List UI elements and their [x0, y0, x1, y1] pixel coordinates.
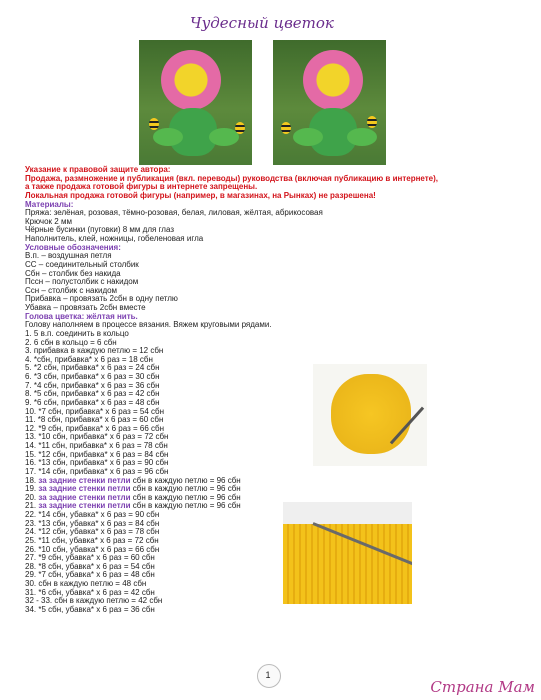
text-line: 11. *8 сбн, прибавка* х 6 раз = 60 сбн [25, 415, 164, 425]
text-line: 20. за задние стенки петли сбн в каждую петлю = 96 сбн [25, 492, 241, 502]
text-line: 22. *14 сбн, убавка* х 6 раз = 90 сбн [25, 510, 160, 519]
text-line: Пссн – полустолбик с накидом [25, 277, 139, 287]
toy-photo-right [273, 40, 386, 165]
text-line: Голову наполняем в процессе вязания. Вяжем круговыми рядами. [25, 320, 272, 330]
text-line: Условные обозначения: [25, 242, 121, 252]
text-line: Продажа, размножение и публикация (вкл. переводы) руководства (включая публикацию в интернете), [25, 173, 439, 183]
text-line: Убавка – провязать 2сбн вместе [25, 303, 146, 312]
text-line: 23. *13 сбн, убавка* х 6 раз = 84 сбн [25, 518, 160, 528]
text-line: СС – соединительный столбик [25, 259, 139, 269]
watermark: Страна Мам [430, 678, 535, 696]
text-line: 9. *6 сбн, прибавка* х 6 раз = 48 сбн [25, 397, 160, 407]
text-line: 7. *4 сбн, прибавка* х 6 раз = 36 сбн [25, 380, 160, 390]
text-line: 28. *8 сбн, убавка* х 6 раз = 54 сбн [25, 561, 155, 571]
text-line: 24. *12 сбн, убавка* х 6 раз = 78 сбн [25, 527, 160, 537]
text-line: 31. *6 сбн, убавка* х 6 раз = 42 сбн [25, 587, 155, 597]
text-line: 2. 6 сбн в кольцо = 6 сбн [25, 337, 117, 347]
text-line: В.п. – воздушная петля [25, 251, 112, 261]
text-line: Крючок 2 мм [25, 216, 72, 226]
text-line: 3. прибавка в каждую петлю = 12 сбн [25, 346, 164, 356]
text-line: Сбн – столбик без накида [25, 268, 121, 278]
toy-photo-left [139, 40, 252, 165]
text-line: 29. *7 сбн, убавка* х 6 раз = 48 сбн [25, 570, 155, 580]
text-line: Голова цветка: жёлтая нить. [25, 311, 138, 321]
text-line: Ссн – столбик с накидом [25, 285, 118, 295]
pattern-text [25, 165, 439, 615]
text-line: 6. *3 сбн, прибавка* х 6 раз = 30 сбн [25, 372, 160, 381]
back-loop-photo [283, 502, 412, 604]
text-line: 5. *2 сбн, прибавка* х 6 раз = 24 сбн [25, 363, 160, 373]
text-line: 32 - 33. сбн в каждую петлю = 42 сбн [25, 596, 163, 606]
text-line: 19. за задние стенки петли сбн в каждую петлю = 96 сбн [25, 484, 241, 494]
text-line: Прибавка – провязать 2сбн в одну петлю [25, 294, 178, 304]
text-line: а также продажа готовой фигуры в интернете запрещены. [25, 182, 258, 192]
text-line: 34. *5 сбн, убавка* х 6 раз = 36 сбн [25, 604, 155, 614]
text-line: Указание к правовой защите автора: [25, 165, 171, 174]
text-line: Локальная продажа готовой фигуры (например, в магазинах, на Рынках) не разрешена! [25, 190, 376, 200]
text-line: 13. *10 сбн, прибавка* х 6 раз = 72 сбн [25, 432, 169, 442]
text-line: Материалы: [25, 199, 74, 209]
text-line: 14. *11 сбн, прибавка* х 6 раз = 78 сбн [25, 441, 168, 450]
text-line: 30. сбн в каждую петлю = 48 сбн [25, 579, 147, 588]
text-line: 12. *9 сбн, прибавка* х 6 раз = 66 сбн [25, 423, 164, 433]
text-line: Наполнитель, клей, ножницы, гобеленовая игла [25, 234, 204, 243]
text-line: 10. *7 сбн, прибавка* х 6 раз = 54 сбн [25, 406, 164, 416]
text-line: 25. *11 сбн, убавка* х 6 раз = 72 сбн [25, 535, 159, 545]
text-line: 4. *сбн, прибавка* х 6 раз = 18 сбн [25, 354, 153, 364]
text-line: 27. *9 сбн, убавка* х 6 раз = 60 сбн [25, 553, 155, 563]
crochet-circle-photo [313, 364, 427, 466]
page-number: 1 [257, 664, 279, 686]
text-line: 17. *14 сбн, прибавка* х 6 раз = 96 сбн [25, 466, 169, 476]
text-line: 16. *13 сбн, прибавка* х 6 раз = 90 сбн [25, 458, 169, 468]
text-line: 18. за задние стенки петли сбн в каждую петлю = 96 сбн [25, 475, 241, 485]
text-line: 15. *12 сбн, прибавка* х 6 раз = 84 сбн [25, 449, 169, 459]
page-title: Чудесный цветок [190, 14, 334, 32]
text-line: 21. за задние стенки петли сбн в каждую петлю = 96 сбн [25, 501, 241, 511]
text-line: 8. *5 сбн, прибавка* х 6 раз = 42 сбн [25, 389, 160, 399]
text-line: 26. *10 сбн, убавка* х 6 раз = 66 сбн [25, 544, 160, 554]
text-line: Пряжа: зелёная, розовая, тёмно-розовая, белая, лиловая, жёлтая, абрикосовая [25, 208, 323, 218]
text-line: 1. 5 в.п. соединить в кольцо [25, 328, 129, 338]
text-line: Чёрные бусинки (пуговки) 8 мм для глаз [25, 225, 174, 235]
